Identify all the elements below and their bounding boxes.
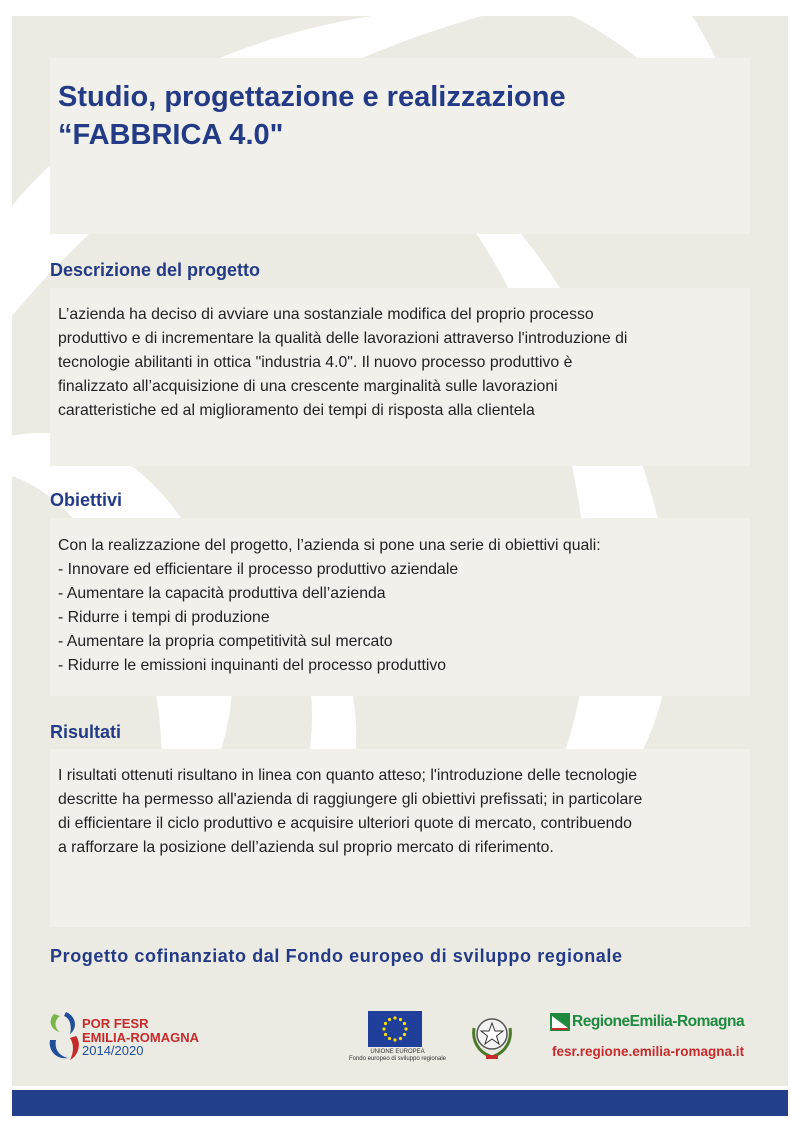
description-text [58, 303, 748, 423]
objectives-text [58, 534, 748, 678]
regione-name: RegioneEmilia-Romagna [572, 1013, 745, 1030]
results-text [58, 764, 748, 860]
list-item: - Aumentare la capacità produttiva dell’azienda [58, 585, 386, 602]
bottom-bar [12, 1090, 788, 1116]
page-title [58, 78, 566, 154]
cofinanced-statement: Progetto cofinanziato dal Fondo europeo di sviluppo regionale [50, 946, 623, 966]
list-item: - Aumentare la propria competitività sul mercato [58, 633, 393, 650]
list-item: - Innovare ed efficientare il processo produttivo aziendale [58, 561, 459, 578]
text-line: produttivo e di incrementare la qualità delle lavorazioni attraverso l'introduzione di [58, 330, 628, 347]
text-line: L’azienda ha deciso di avviare una sostanziale modifica del proprio processo [58, 306, 594, 323]
text-line: finalizzato all’acquisizione di una crescente marginalità sulle lavorazioni [58, 378, 558, 395]
text-line: di efficientare il ciclo produttivo e acquisire ulteriori quote di mercato, contribuendo [58, 815, 632, 832]
title-line: “FABBRICA 4.0" [58, 119, 284, 151]
por-line: POR FESR [82, 1016, 149, 1031]
text-line: a rafforzare la posizione dell’azienda sul proprio mercato di riferimento. [58, 839, 554, 856]
text-line: Con la realizzazione del progetto, l’azienda si pone una serie di obiettivi quali: [58, 537, 601, 554]
por-fesr-logo-icon [46, 1010, 82, 1062]
eu-caption-line: Fondo europeo di sviluppo regionale [348, 1056, 447, 1062]
objectives-heading: Obiettivi [50, 490, 123, 510]
regione-flag-icon [550, 1013, 570, 1031]
title-line: Studio, progettazione e realizzazione [58, 81, 566, 113]
text-line: I risultati ottenuti risultano in linea con quanto atteso; l'introduzione delle tecnologie [58, 767, 638, 784]
eu-logo-caption [340, 1049, 455, 1063]
results-heading: Risultati [50, 722, 122, 742]
por-line: EMILIA-ROMAGNA [82, 1029, 199, 1045]
text-line: tecnologie abilitanti in ottica "industria 4.0". Il nuovo processo produttivo è [58, 354, 573, 371]
text-line: descritte ha permesso all'azienda di raggiungere gli obiettivi prefissati; in particolare [58, 791, 643, 808]
list-item: - Ridurre le emissioni inquinanti del processo produttivo [58, 657, 447, 674]
italian-emblem-icon [466, 1010, 518, 1062]
description-heading: Descrizione del progetto [50, 260, 261, 280]
por-line: 2014/2020 [82, 1043, 144, 1058]
por-fesr-logo-text [82, 1017, 199, 1058]
eu-flag-icon [368, 1011, 422, 1047]
list-item: - Ridurre i tempi di produzione [58, 609, 270, 626]
regione-url-link[interactable]: fesr.regione.emilia-romagna.it [552, 1044, 745, 1059]
eu-caption-line: UNIONE EUROPEA [370, 1049, 425, 1055]
text-line: caratteristiche ed al miglioramento dei tempi di risposta alla clientela [58, 402, 535, 419]
